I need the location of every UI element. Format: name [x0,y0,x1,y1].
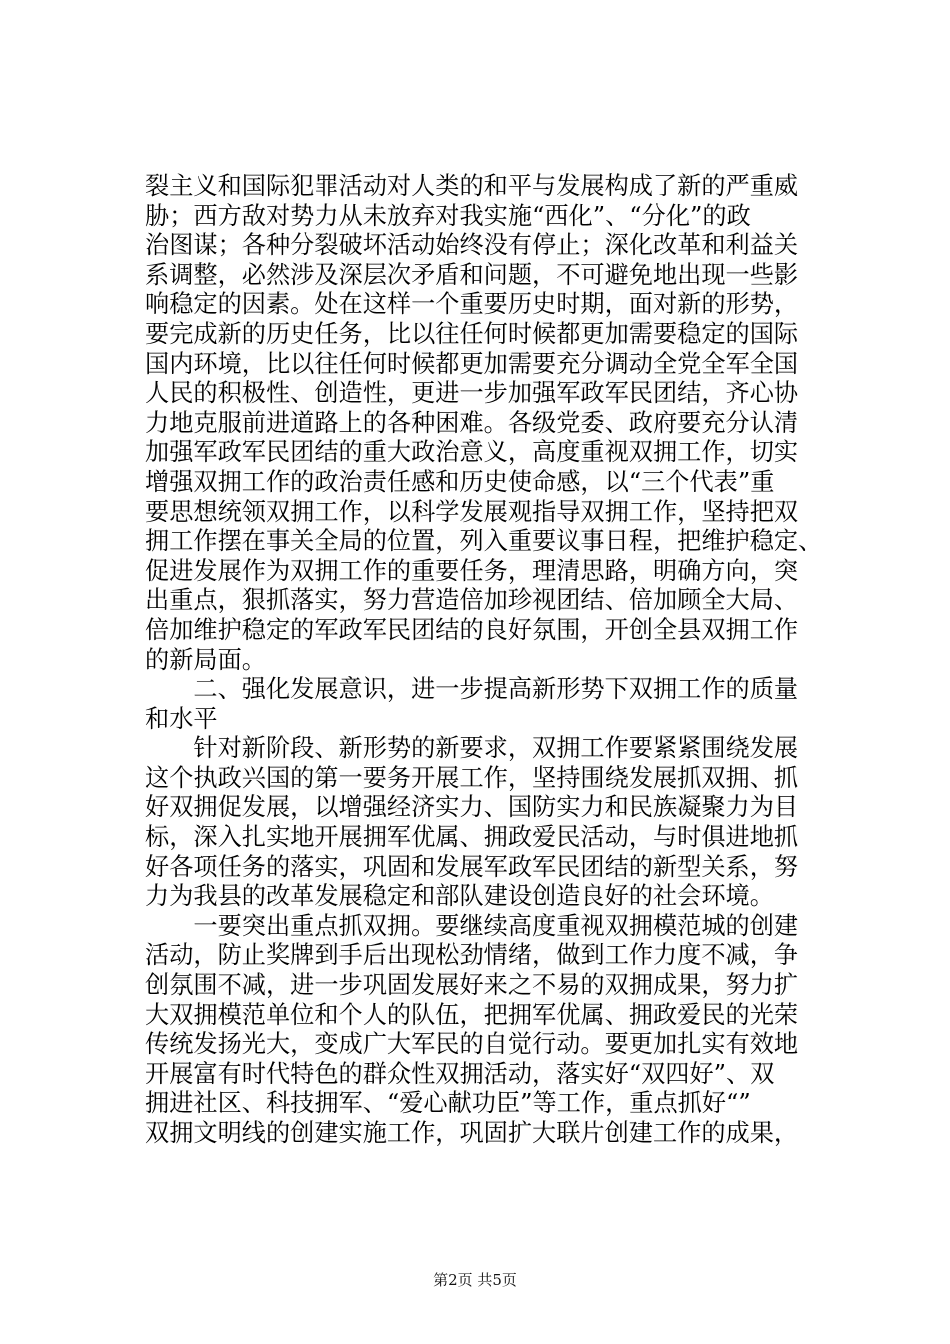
text-line: 力为我县的改革发展稳定和部队建设创造良好的社会环境。 [145,882,774,911]
text-line: 要思想统领双拥工作，以科学发展观指导双拥工作，坚持把双 [145,497,799,526]
text-line: 加强军政军民团结的重大政治意义，高度重视双拥工作，切实 [145,438,799,467]
text-line: 响稳定的因素。处在这样一个重要历史时期，面对新的形势， [145,290,799,319]
text-line: 倍加维护稳定的军政军民团结的良好氛围，开创全县双拥工作 [145,615,799,644]
text-line: 和水平 [145,704,218,733]
text-line: 针对新阶段、新形势的新要求，双拥工作要紧紧围绕发展 [145,734,799,763]
text-line: 要完成新的历史任务，比以往任何时候都更加需要稳定的国际 [145,319,799,348]
text-line: 出重点，狠抓落实，努力营造倍加珍视团结、倍加顾全大局、 [145,586,799,615]
text-line: 治图谋；各种分裂破坏活动始终没有停止；深化改革和利益关 [145,231,799,260]
text-line: 一要突出重点抓双拥。要继续高度重视双拥模范城的创建 [145,911,799,940]
text-line: 力地克服前进道路上的各种困难。各级党委、政府要充分认清 [145,408,799,437]
text-line: 系调整，必然涉及深层次矛盾和问题，不可避免地出现一些影 [145,260,799,289]
text-line: 国内环境，比以往任何时候都更加需要充分调动全党全军全国 [145,349,799,378]
text-line: 人民的积极性、创造性，更进一步加强军政军民团结，齐心协 [145,379,799,408]
text-line: 好各项任务的落实，巩固和发展军政军民团结的新型关系，努 [145,852,799,881]
text-line: 创氛围不减，进一步巩固发展好来之不易的双拥成果，努力扩 [145,971,799,1000]
text-line: 促进发展作为双拥工作的重要任务，理清思路，明确方向，突 [145,556,799,585]
text-line: 拥进社区、科技拥军、“爱心献功臣”等工作，重点抓好“” [145,1089,751,1118]
text-line: 好双拥促发展，以增强经济实力、国防实力和民族凝聚力为目 [145,793,799,822]
text-line: 开展富有时代特色的群众性双拥活动，落实好“双四好”、双 [145,1059,775,1088]
text-line: 传统发扬光大，变成广大军民的自觉行动。要更加扎实有效地 [145,1030,799,1059]
text-line: 标，深入扎实地开展拥军优属、拥政爱民活动，与时俱进地抓 [145,823,799,852]
text-line: 裂主义和国际犯罪活动对人类的和平与发展构成了新的严重威 [145,172,799,200]
text-line: 拥工作摆在事关全局的位置，列入重要议事日程，把维护稳定、 [145,527,823,556]
page-footer: 第2页 共5页 [433,1271,517,1289]
body-text [145,172,845,1149]
text-line: 这个执政兴国的第一要务开展工作，坚持围绕发展抓双拥、抓 [145,763,799,792]
text-line: 活动，防止奖牌到手后出现松劲情绪，做到工作力度不减，争 [145,941,799,970]
text-line: 双拥文明线的创建实施工作，巩固扩大联片创建工作的成果， [145,1119,799,1147]
text-line: 的新局面。 [145,645,266,674]
text-line: 二、强化发展意识，进一步提高新形势下双拥工作的质量 [145,675,799,704]
text-line: 增强双拥工作的政治责任感和历史使命感，以“三个代表”重 [145,467,775,496]
text-line: 大双拥模范单位和个人的队伍，把拥军优属、拥政爱民的光荣 [145,1000,799,1029]
text-line: 胁；西方敌对势力从未放弃对我实施“西化”、“分化”的政 [145,201,751,230]
